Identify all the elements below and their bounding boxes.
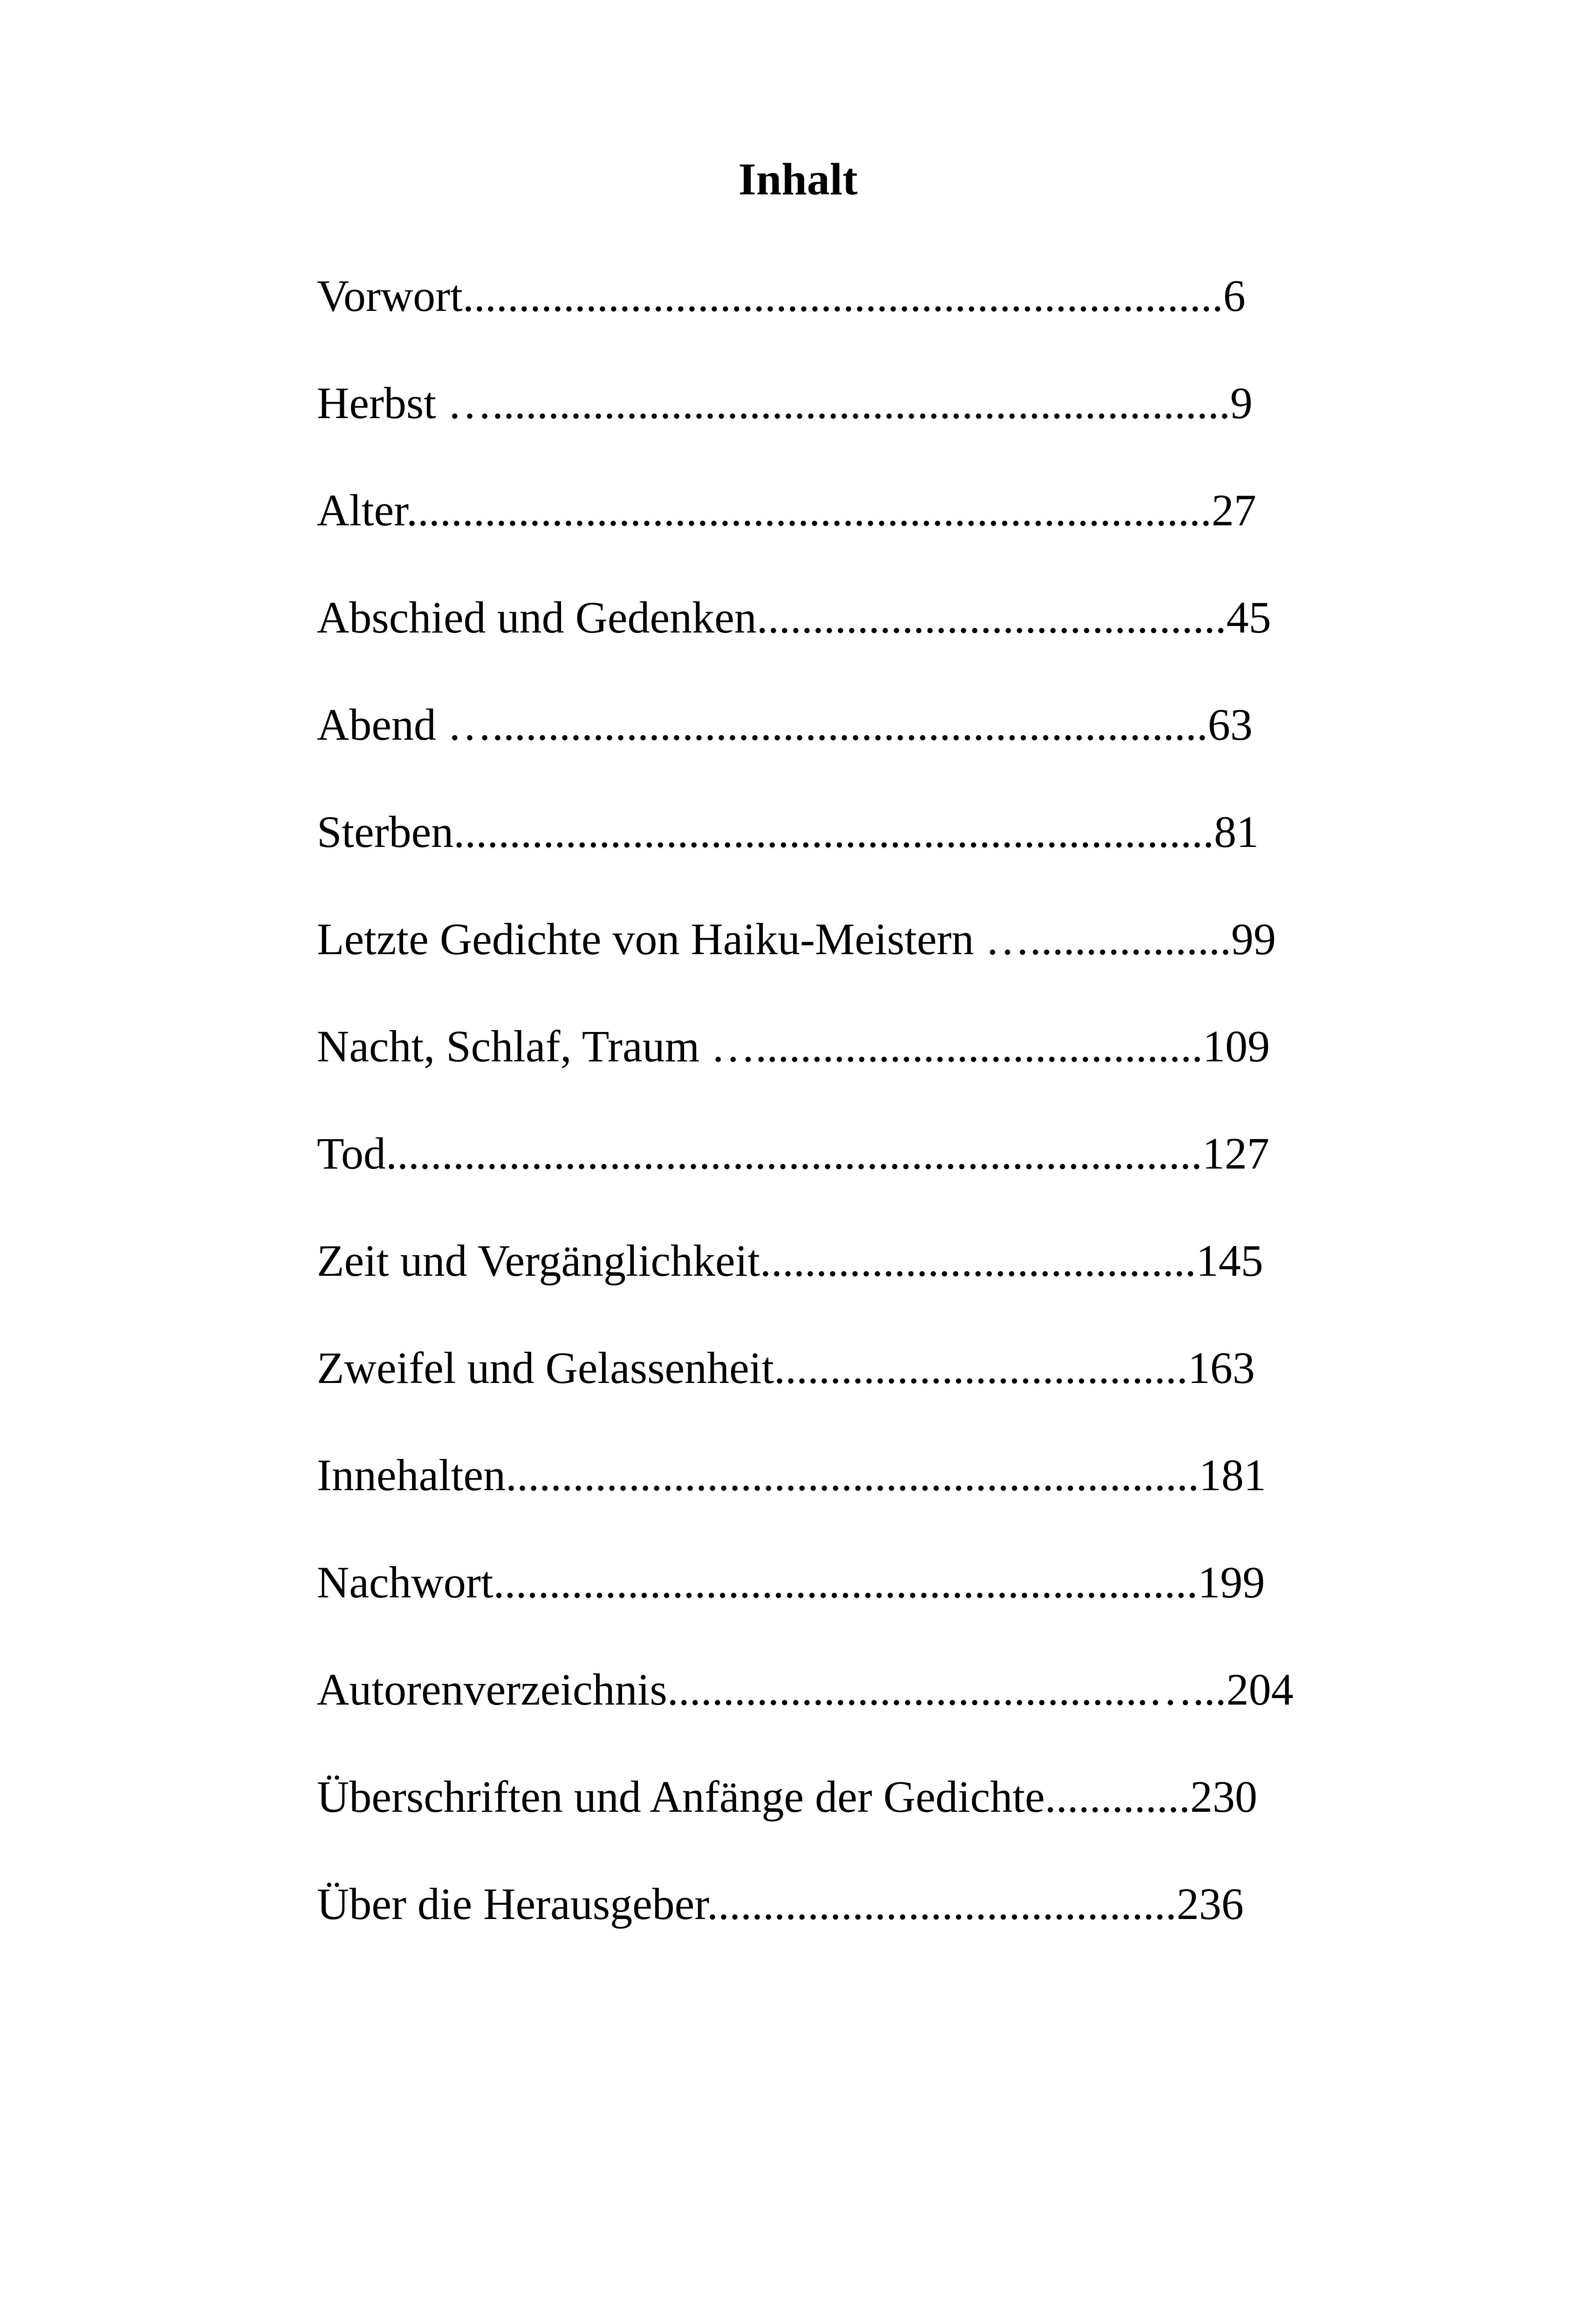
toc-entry-nacht-schlaf-traum: Nacht, Schlaf, Traum …........................................109 xyxy=(317,1021,1270,1071)
toc-entry-letzte-gedichte: Letzte Gedichte von Haiku-Meistern …..................99 xyxy=(317,914,1276,964)
toc-entry-innehalten: Innehalten..............................................................181 xyxy=(317,1450,1267,1500)
toc-entry-abschied-und-gedenken: Abschied und Gedenken..........................................45 xyxy=(317,592,1271,642)
toc-entry-tod: Tod.........................................................................127 xyxy=(317,1128,1269,1178)
toc-entry-zweifel-und-gelassenheit: Zweifel und Gelassenheit.....................................163 xyxy=(317,1343,1255,1393)
toc-entry-autorenverzeichnis: Autorenverzeichnis...........................................…...204 xyxy=(317,1664,1294,1714)
toc-entry-nachwort: Nachwort...............................................................199 xyxy=(317,1557,1265,1607)
toc-entry-sterben: Sterben....................................................................81 xyxy=(317,807,1259,857)
toc-title: Inhalt xyxy=(738,154,858,205)
toc-entry-herbst: Herbst …..................................................................9 xyxy=(317,378,1253,428)
toc-entry-uber-die-herausgeber: Über die Herausgeber..........................................236 xyxy=(317,1879,1244,1929)
toc-entry-abend: Abend …................................................................63 xyxy=(317,700,1253,750)
toc-entry-vorwort: Vorwort....................................................................6 xyxy=(317,271,1246,321)
toc-entry-zeit-und-verganglichkeit: Zeit und Vergänglichkeit.......................................145 xyxy=(317,1236,1263,1286)
toc-entry-alter: Alter........................................................................27 xyxy=(317,485,1256,535)
toc-entry-uberschriften-und-anfange: Überschriften und Anfänge der Gedichte.............230 xyxy=(317,1772,1258,1822)
